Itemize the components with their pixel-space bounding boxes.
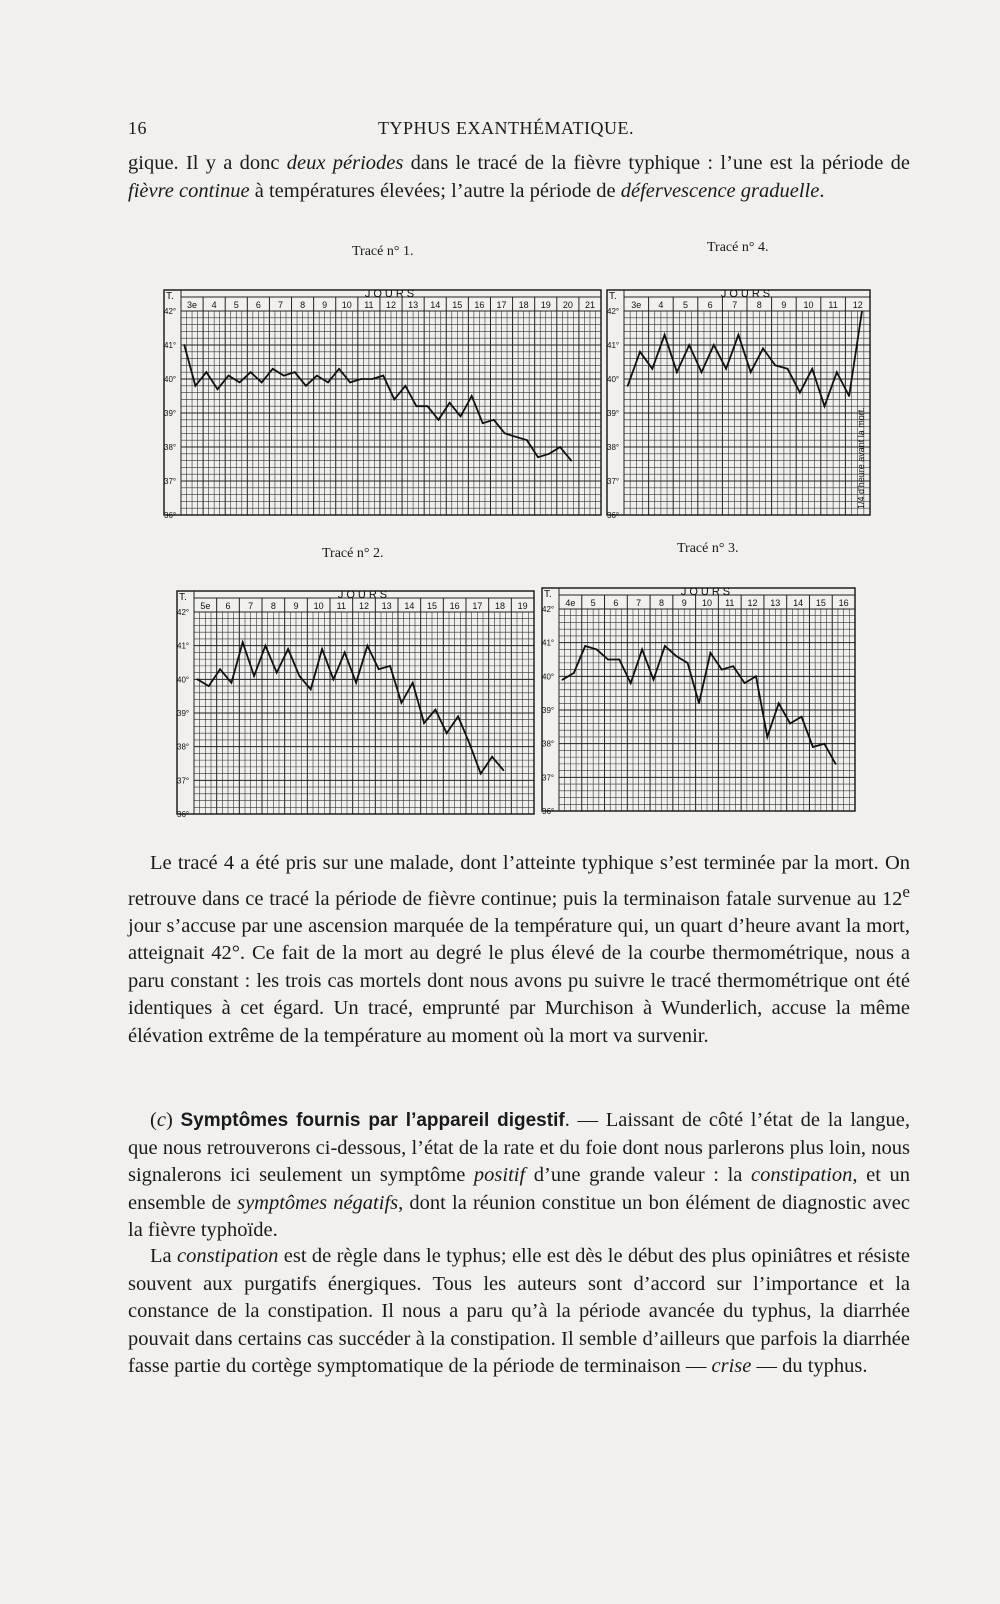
temperature-tick-label: 40° (542, 672, 555, 682)
day-tick-label: 16 (449, 601, 460, 611)
temperature-point (338, 368, 340, 370)
temperature-point (316, 375, 318, 377)
temperature-point (471, 395, 473, 397)
temperature-point (378, 668, 380, 670)
emphasis-text: constipation (177, 1245, 279, 1267)
day-tick-label: 14 (430, 300, 441, 310)
temperature-point (194, 385, 196, 387)
day-tick-label: 16 (474, 300, 485, 310)
temperature-point (526, 439, 528, 441)
day-tick-label: 5 (233, 300, 239, 310)
temperature-point (664, 334, 666, 336)
temperature-point (305, 385, 307, 387)
temperature-point (570, 460, 572, 462)
temperature-point (639, 351, 641, 353)
day-tick-label: 13 (381, 601, 392, 611)
day-tick-label: 4 (211, 300, 217, 310)
temperature-point (787, 368, 789, 370)
day-tick-label: 10 (701, 598, 713, 608)
day-tick-label: 10 (313, 601, 324, 611)
day-tick-label: 6 (225, 601, 231, 611)
day-tick-label: 19 (517, 601, 528, 611)
day-tick-label: 7 (248, 601, 254, 611)
temperature-point (835, 763, 837, 765)
temperature-point (253, 675, 255, 677)
temperature-tick-label: 37° (164, 477, 177, 486)
text-run: jour s’accuse par une ascension marquée de la température qui, un quart d’heure avant la mort, atteignait 42°. Ce fait de la mort au degré le plus élevé de la courbe thermométrique, nous a paru constant : les trois cas mortels dont nous avons pu suivre le tracé thermométrique ont été identiques à cet égard. Un tracé, emprunté par Murchison à Wunderlich, accuse la même élévation extrême de la température au moment où la mort va survenir. (128, 914, 910, 1047)
temperature-chart-4 (606, 288, 872, 520)
day-tick-label: 7 (636, 598, 642, 608)
temperature-point (371, 378, 373, 380)
temperature-point (823, 743, 825, 745)
temperature-point (562, 679, 564, 681)
day-tick-label: 21 (584, 300, 595, 310)
text-run: e (902, 881, 910, 901)
temperature-point (812, 746, 814, 748)
temperature-point (469, 742, 471, 744)
text-run: La (150, 1245, 178, 1267)
temperature-point (584, 645, 586, 647)
temperature-point (641, 649, 643, 651)
header-jours: JOURS (364, 288, 418, 300)
paragraph-trace-4 (128, 850, 910, 1050)
temperature-point (333, 678, 335, 680)
temperature-tick-label: 38° (164, 443, 177, 452)
day-tick-label: 9 (293, 601, 299, 611)
day-tick-label: 7 (732, 300, 738, 310)
temperature-tick-label: 42° (177, 608, 190, 617)
temperature-point (687, 662, 689, 664)
temperature-point (811, 368, 813, 370)
temperature-point (272, 368, 274, 370)
text-run: d’une grande valeur : la (525, 1164, 751, 1186)
temperature-point (482, 422, 484, 424)
temperature-point (573, 672, 575, 674)
temperature-chart-2 (176, 589, 536, 819)
temperature-point (416, 405, 418, 407)
day-tick-label: 4e (565, 598, 576, 608)
temperature-point (393, 399, 395, 401)
temperature-point (276, 672, 278, 674)
day-tick-label: 11 (336, 601, 347, 611)
day-tick-label: 10 (341, 300, 352, 310)
day-tick-label: 8 (756, 300, 762, 310)
temperature-point (382, 375, 384, 377)
temperature-point (778, 702, 780, 704)
chart-title-1: Tracé n° 1. (352, 244, 414, 259)
temperature-point (423, 722, 425, 724)
temperature-curve (197, 642, 503, 773)
temperature-point (355, 682, 357, 684)
page-number: 16 (128, 118, 147, 138)
temperature-point (360, 378, 362, 380)
chart-title-3: Tracé n° 3. (677, 541, 739, 556)
day-tick-label: 17 (496, 300, 507, 310)
temperature-tick-label: 36° (542, 807, 555, 816)
day-tick-label: 5 (682, 300, 689, 310)
temperature-tick-label: 40° (607, 375, 620, 384)
temperature-point (206, 371, 208, 373)
emphasis-text: constipation (751, 1164, 853, 1186)
temperature-point (732, 665, 734, 667)
temperature-point (287, 648, 289, 650)
temperature-point (321, 648, 323, 650)
day-tick-label: 3e (187, 300, 198, 310)
temperature-point (504, 433, 506, 435)
day-tick-label: 20 (562, 300, 573, 310)
temperature-tick-label: 41° (177, 641, 190, 651)
temperature-point (261, 382, 263, 384)
temperature-point (766, 736, 768, 738)
temperature-chart-1 (163, 288, 603, 520)
header-jours: JOURS (680, 586, 734, 598)
temperature-point (503, 769, 505, 771)
temperature-point (327, 382, 329, 384)
day-tick-label: 5 (590, 598, 596, 608)
temperature-tick-label: 37° (177, 776, 190, 786)
temperature-point (713, 344, 715, 346)
temperature-curve (184, 345, 571, 461)
temperature-point (299, 675, 301, 677)
emphasis-text: positif (473, 1164, 526, 1186)
temperature-point (701, 371, 703, 373)
temperature-point (676, 371, 678, 373)
day-tick-label: 8 (300, 300, 306, 310)
temperature-tick-label: 38° (177, 742, 190, 752)
temperature-point (344, 652, 346, 654)
day-tick-label: 13 (770, 598, 781, 608)
text-run: . — Laissant de côté l’état de la langue, que nous retrouverons ci-dessous, l’état de la rate et du foie dont nous parlerons plus loin, nous signalerons ici seulement un symptôme (128, 1109, 910, 1186)
temperature-point (725, 368, 727, 370)
temperature-tick-label: 39° (607, 409, 620, 418)
text-run: est de règle dans le typhus; elle est dès le début des plus opiniâtres et résiste souvent aux purgatifs énergiques. Tous les auteurs sont d’accord sur l’importance et la constance de la constipation. Il nous a paru qu’à la période avancée du typhus, la diarrhée pouvait dans certains cas succéder à la constipation. Il semble d’ailleurs que parfois la diarrhée fasse partie du cortège symptomatique de la période de terminaison — (128, 1245, 910, 1377)
temperature-point (698, 702, 700, 704)
temperature-point (618, 659, 620, 661)
temperature-point (493, 419, 495, 421)
temperature-point (367, 645, 369, 647)
corner-label: T. (609, 291, 617, 302)
day-tick-label: 6 (707, 300, 713, 310)
emphasis-text: symptômes négatifs (237, 1191, 399, 1214)
temperature-point (435, 709, 437, 711)
text-run: ( (150, 1109, 157, 1131)
temperature-tick-label: 39° (542, 706, 555, 715)
text-run: Le tracé 4 a été pris sur une malade, dont l’atteinte typhique s’est terminée par la mort. On retrouve dans ce tracé la période de fièvre continue; puis la terminaison fatale survenue au 12 (128, 852, 910, 910)
temperature-point (750, 371, 752, 373)
day-tick-label: 12 (852, 300, 863, 310)
temperature-tick-label: 36° (177, 810, 190, 819)
temperature-tick-label: 41° (542, 638, 555, 648)
header-jours: JOURS (337, 589, 391, 601)
temperature-point (197, 678, 199, 680)
temperature-point (457, 715, 459, 717)
temperature-point (217, 388, 219, 390)
temperature-point (310, 689, 312, 691)
header-jours: JOURS (720, 288, 774, 300)
temperature-point (789, 723, 791, 725)
temperature-tick-label: 38° (607, 443, 620, 452)
section-heading: Symptômes fournis par l’appareil digestif (180, 1110, 565, 1131)
day-tick-label: 15 (426, 601, 438, 611)
corner-label: T. (166, 291, 174, 302)
day-tick-label: 9 (781, 300, 787, 310)
day-tick-label: 19 (540, 300, 551, 310)
temperature-tick-label: 39° (177, 709, 190, 718)
temperature-point (491, 756, 493, 758)
temperature-point (412, 682, 414, 684)
temperature-point (801, 716, 803, 718)
temperature-point (208, 685, 210, 687)
day-tick-label: 8 (658, 598, 664, 608)
text-run: , et un ensemble de (128, 1164, 910, 1214)
temperature-tick-label: 42° (542, 605, 555, 614)
emphasis-text: c (156, 1109, 166, 1131)
temperature-point (688, 344, 690, 346)
emphasis-text: défervescence graduelle (620, 179, 820, 202)
temperature-point (653, 679, 655, 681)
temperature-tick-label: 42° (164, 307, 177, 316)
temperature-point (239, 382, 241, 384)
temperature-tick-label: 39° (164, 409, 177, 418)
day-tick-label: 18 (518, 300, 529, 310)
temperature-point (596, 649, 598, 651)
day-tick-label: 12 (358, 601, 370, 611)
temperature-tick-label: 36° (607, 511, 620, 520)
paragraph-constipation (128, 1243, 910, 1381)
text-run: — du typhus. (751, 1355, 868, 1377)
temperature-point (294, 371, 296, 373)
day-tick-label: 10 (803, 300, 814, 310)
day-tick-label: 5e (200, 601, 211, 611)
temperature-point (737, 334, 739, 336)
temperature-point (242, 641, 244, 643)
day-tick-label: 14 (404, 601, 415, 611)
temperature-point (710, 652, 712, 654)
temperature-point (824, 405, 826, 407)
running-title: TYPHUS EXANTHÉMATIQUE. (378, 118, 634, 138)
temperature-point (627, 385, 629, 387)
day-tick-label: 9 (681, 598, 687, 608)
temperature-curve (562, 646, 835, 764)
text-run: gique. Il y a donc (128, 152, 287, 174)
corner-label: T. (544, 589, 552, 600)
temperature-tick-label: 38° (542, 739, 555, 749)
temperature-point (183, 344, 185, 346)
chart-title-4: Tracé n° 4. (707, 240, 769, 255)
day-tick-label: 9 (322, 300, 328, 310)
temperature-point (427, 405, 429, 407)
temperature-tick-label: 37° (542, 773, 555, 783)
temperature-point (401, 702, 403, 704)
temperature-point (836, 371, 838, 373)
temperature-point (460, 416, 462, 418)
death-annotation: 1/4 d'heure avant la mort. (856, 407, 866, 509)
emphasis-text: deux périodes (286, 152, 404, 174)
temperature-point (755, 675, 757, 677)
temperature-point (438, 419, 440, 421)
text-run: à températures élevées; l’autre la période de (249, 179, 621, 202)
day-tick-label: 16 (838, 598, 849, 608)
temperature-point (515, 436, 517, 438)
emphasis-text: fièvre continue (128, 179, 250, 202)
day-tick-label: 18 (494, 601, 506, 611)
day-tick-label: 7 (277, 300, 283, 310)
day-tick-label: 15 (452, 300, 463, 310)
corner-label: T. (179, 592, 187, 603)
temperature-point (480, 773, 482, 775)
day-tick-label: 12 (747, 598, 758, 608)
death-rise-line (849, 311, 862, 396)
temperature-point (675, 655, 677, 657)
temperature-point (630, 682, 632, 684)
temperature-point (349, 382, 351, 384)
day-tick-label: 11 (364, 300, 374, 310)
day-tick-label: 13 (408, 300, 419, 310)
day-tick-label: 17 (472, 601, 483, 611)
temperature-tick-label: 42° (607, 307, 620, 316)
day-tick-label: 8 (270, 601, 276, 611)
temperature-point (265, 645, 267, 647)
temperature-tick-label: 41° (164, 341, 177, 350)
temperature-point (404, 385, 406, 387)
text-run: ) (165, 1109, 181, 1131)
day-tick-label: 4 (658, 300, 664, 310)
temperature-point (548, 453, 550, 455)
day-tick-label: 12 (385, 300, 397, 310)
temperature-point (664, 645, 666, 647)
temperature-point (283, 375, 285, 377)
day-tick-label: 14 (793, 598, 804, 608)
temperature-point (250, 371, 252, 373)
temperature-chart-3 (541, 586, 857, 816)
temperature-point (762, 348, 764, 350)
paragraph-digestive-symptoms (128, 1107, 910, 1245)
emphasis-text: crise (711, 1355, 752, 1377)
temperature-point (389, 665, 391, 667)
text-run: . (819, 179, 825, 202)
temperature-point (228, 375, 230, 377)
temperature-tick-label: 36° (164, 511, 177, 520)
day-tick-label: 6 (613, 598, 619, 608)
temperature-tick-label: 41° (607, 341, 620, 350)
page-header (128, 118, 908, 148)
temperature-point (721, 669, 723, 671)
temperature-point (449, 402, 451, 404)
temperature-point (607, 659, 609, 661)
temperature-point (219, 668, 221, 670)
text-run: dans le tracé de la fièvre typhique : l’une est la période de (403, 152, 911, 174)
temperature-point (651, 368, 653, 370)
temperature-point (559, 446, 561, 448)
temperature-point (744, 682, 746, 684)
day-tick-label: 15 (815, 598, 826, 608)
temperature-point (231, 682, 233, 684)
day-tick-label: 6 (255, 300, 261, 310)
chart-title-2: Tracé n° 2. (322, 546, 384, 561)
day-tick-label: 11 (828, 300, 838, 310)
temperature-point (774, 365, 776, 367)
temperature-tick-label: 37° (607, 477, 620, 486)
temperature-tick-label: 40° (164, 375, 177, 384)
intro-paragraph (128, 150, 910, 205)
temperature-tick-label: 40° (177, 675, 190, 685)
temperature-point (799, 392, 801, 394)
temperature-point (537, 456, 539, 458)
day-tick-label: 3e (631, 300, 642, 310)
text-run: , dont la réunion constitue un bon élément de diagnostic avec la fièvre typhoïde. (128, 1191, 911, 1241)
day-tick-label: 11 (725, 598, 735, 608)
temperature-point (446, 732, 448, 734)
